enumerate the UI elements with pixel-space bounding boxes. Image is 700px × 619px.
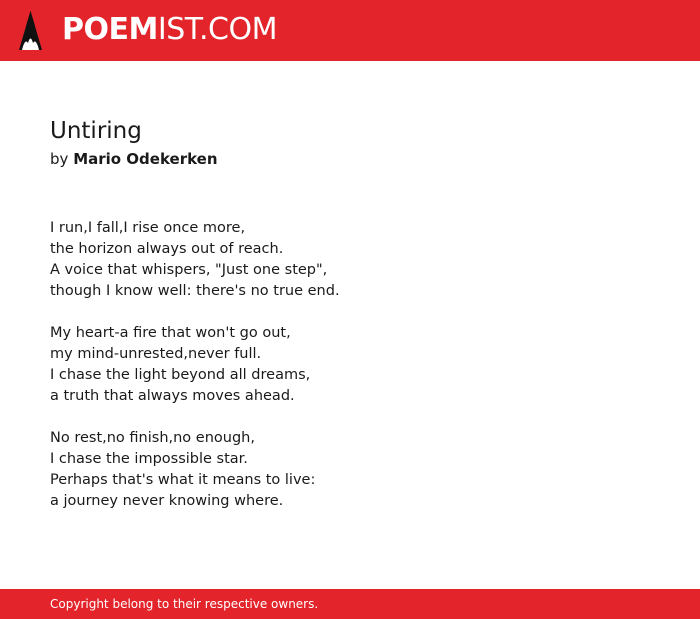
poem-line: a truth that always moves ahead. <box>50 388 295 404</box>
poem-author: Mario Odekerken <box>73 150 218 168</box>
poem-line: I chase the impossible star. <box>50 451 248 467</box>
poem-line: A voice that whispers, "Just one step", <box>50 262 328 278</box>
poem-line: my mind-unrested,never full. <box>50 346 262 362</box>
poem-body <box>50 218 650 533</box>
poem-line: Perhaps that's what it means to live: <box>50 472 316 488</box>
poem-line: No rest,no finish,no enough, <box>50 430 255 446</box>
poem-line: the horizon always out of reach. <box>50 241 284 257</box>
by-label: by <box>50 150 69 168</box>
poem-line: a journey never knowing where. <box>50 493 284 509</box>
copyright-notice: Copyright belong to their respective owners. <box>50 597 319 611</box>
pencil-tip-icon <box>18 10 43 51</box>
poem-stanza <box>50 218 650 302</box>
poem-byline <box>50 149 218 169</box>
site-logo[interactable] <box>62 12 277 48</box>
poem-stanza <box>50 323 650 407</box>
logo-text-light: IST.COM <box>157 12 277 47</box>
poem-stanza <box>50 428 650 512</box>
poem-title: Untiring <box>50 118 142 144</box>
poem-line: My heart-a fire that won't go out, <box>50 325 291 341</box>
logo-text-bold: POEM <box>62 12 158 47</box>
poem-line: I run,I fall,I rise once more, <box>50 220 246 236</box>
site-footer <box>0 589 700 619</box>
poem-line: though I know well: there's no true end. <box>50 283 340 299</box>
site-header <box>0 0 700 61</box>
poem-line: I chase the light beyond all dreams, <box>50 367 311 383</box>
